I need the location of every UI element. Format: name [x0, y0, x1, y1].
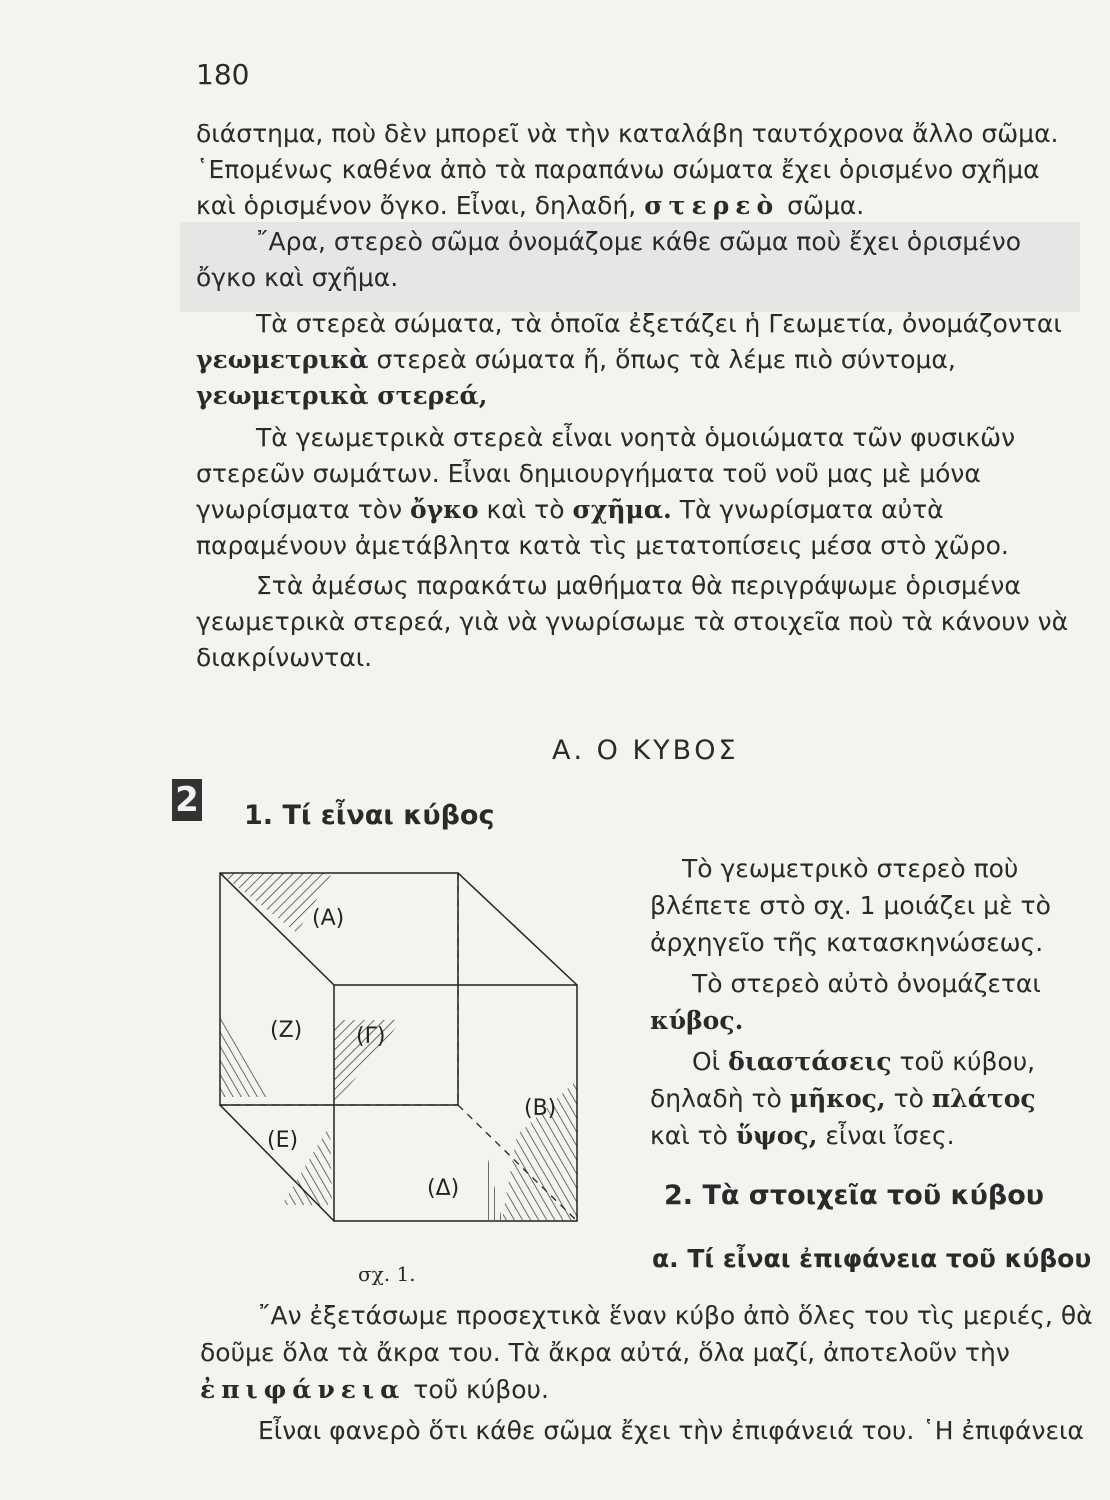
cube-edge [458, 873, 577, 985]
intro-text [196, 116, 1076, 676]
figure-caption: σχ. 1. [358, 1262, 416, 1286]
paragraph-text: ῎Αν ἐξετάσωμε προσεχτικὰ ἕναν κύβο ἀπὸ ὅλες του τὶς μεριές, θὰ δοῦμε ὅλα τὰ ἄκρα του. Τὰ ἄκρα αὐτά, ὅλα μαζί, ἀποτελοῦν τὴν [200, 1301, 1093, 1367]
term-geometrika-sterea: γεωμετρικὰ στερεά, [196, 381, 488, 410]
paragraph-text: Τὰ γνωρίσματα αὐτὰ παραμένουν ἀμετάβλητα κατὰ τὶς μετατοπίσεις μέσα στὸ χῶρο. [196, 495, 1009, 560]
paragraph-text: διάστημα, ποὺ δὲν μπορεῖ νὰ τὴν καταλάβη ταυτόχρονα ἄλλο σῶμα. ῾Επομένως καθένα ἀπὸ τὰ παραπάνω σώματα ἔχει ὁρισμένο σχῆμα καὶ ὁρισμένον ὄγκο. Εἶναι, δηλαδή, [196, 119, 1059, 220]
cube-paragraph-2 [650, 965, 1080, 1039]
paragraph-5: Στὰ ἀμέσως παρακάτω μαθήματα θὰ περιγράψωμε ὁρισμένα γεωμετρικὰ στερεά, γιὰ νὰ γνωρίσωμε τὰ στοιχεῖα ποὺ τὰ κάνουν νὰ διακρίνωνται. [196, 571, 1069, 672]
cube-figure [212, 865, 582, 1225]
paragraph-text: καὶ τὸ [650, 1121, 736, 1150]
label-d: (Δ) [427, 1176, 460, 1201]
label-z: (Ζ) [270, 1018, 303, 1043]
heading-cube-elements: 2. Τὰ στοιχεῖα τοῦ κύβου [664, 1180, 1044, 1211]
paragraph-text: καὶ τὸ [478, 495, 573, 524]
label-a: (Α) [312, 906, 345, 931]
paragraph-text: εἶναι ἴσες. [817, 1121, 955, 1150]
term-platos: πλάτος [931, 1084, 1036, 1113]
term-ypsos: ὕψος, [735, 1121, 818, 1150]
paragraph-text: στερεὰ σώματα ἤ, ὅπως τὰ λέμε πιὸ σύντομα, [368, 345, 956, 374]
label-e: (Ε) [267, 1128, 299, 1153]
surface-paragraph-2: Εἶναι φανερὸ ὅτι κάθε σῶμα ἔχει τὴν ἐπιφάνειά του. ῾Η ἐπιφάνεια [258, 1416, 1084, 1445]
label-g: (Γ) [356, 1024, 386, 1049]
paragraph-text: σῶμα. [779, 191, 865, 220]
term-schima: σχῆμα. [572, 495, 672, 524]
term-ogkos: ὄγκο [410, 495, 479, 524]
heading-what-is-cube: 1. Τί εἶναι κύβος [244, 800, 495, 831]
term-kyvos: κύβος. [650, 1006, 744, 1035]
paragraph-1 [196, 116, 1076, 224]
paragraph-4 [196, 420, 1076, 564]
label-b: (Β) [524, 1096, 557, 1121]
hatched-region-d [487, 1155, 502, 1220]
paragraph-text: τοῦ κύβου. [405, 1375, 549, 1404]
paragraph-text: Οἱ [692, 1047, 729, 1076]
page-number: 180 [196, 58, 250, 91]
hatched-region-z [220, 1015, 272, 1097]
term-stereo: στερεὸ [644, 191, 780, 220]
section-title: Α. Ο ΚΥΒΟΣ [552, 735, 739, 766]
term-geometrika: γεωμετρικὰ [196, 345, 369, 374]
paragraph-text: Τὰ γεωμετρικὰ στερεὰ εἶναι νοητὰ ὁμοιώματα τῶν φυσικῶν στερεῶν σωμάτων. Εἶναι δημιουργήματα τοῦ νοῦ μας μὲ μόνα γνωρίσματα τὸν [196, 423, 1016, 524]
paragraph-text: τοῦ κύβου, δηλαδὴ τὸ [650, 1047, 1036, 1113]
heading-cube-surface: α. Τί εἶναι ἐπιφάνεια τοῦ κύβου [652, 1244, 1092, 1273]
surface-paragraph-1 [200, 1297, 1105, 1408]
paragraph-text: Τὰ στερεὰ σώματα, τὰ ὁποῖα ἐξετάζει ἡ Γεωμετία, ὀνομάζονται [256, 309, 1062, 338]
surface-text [200, 1297, 1105, 1449]
lesson-number-badge: 2 [172, 779, 202, 821]
paragraph-text: Τὸ στερεὸ αὐτὸ ὀνομάζεται [692, 969, 1041, 998]
term-mikos: μῆκος, [789, 1084, 886, 1113]
term-epifaneia: ἐπιφάνεια [200, 1375, 406, 1404]
paragraph-text: τὸ [885, 1084, 932, 1113]
cube-paragraph-3 [650, 1043, 1080, 1154]
term-diastaseis: διαστάσεις [728, 1047, 892, 1076]
paragraph-3 [196, 306, 1076, 414]
paragraph-2: ῎Αρα, στερεὸ σῶμα ὀνομάζομε κάθε σῶμα ποὺ ἔχει ὁρισμένο ὄγκο καὶ σχῆμα. [196, 227, 1022, 292]
cube-paragraph-1: Τὸ γεωμετρικὸ στερεὸ ποὺ βλέπετε στὸ σχ. 1 μοιάζει μὲ τὸ ἀρχηγεῖο τῆς κατασκηνώσεως. [650, 854, 1051, 957]
cube-description [650, 850, 1080, 1154]
